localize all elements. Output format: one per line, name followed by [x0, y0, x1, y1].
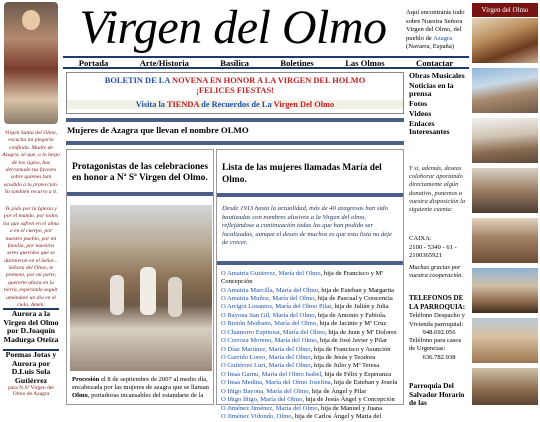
parents-text: , hija de Francisco y Asunción: [310, 345, 391, 353]
shop-prefix: Visita la: [135, 100, 167, 109]
menu-enlaces[interactable]: Enlaces Interesantes: [409, 118, 450, 137]
gallery-image-4[interactable]: [472, 168, 538, 213]
aurora-link[interactable]: Aurora a la Virgen del Olmo por D.Joaquín Madurga Oteiza: [3, 309, 59, 344]
name-link[interactable]: O Gutiérrez Luri, María del Olmo: [221, 362, 311, 370]
article-protagonistas: [66, 149, 214, 405]
name-link[interactable]: O Garrido Loreo, María del Olmo: [221, 354, 311, 361]
list-item: [221, 346, 400, 354]
name-link[interactable]: O Amatria Gutiérrez, María del Olmo: [221, 269, 321, 277]
shop-virgin: Virgen Del Olmo: [273, 100, 335, 109]
parish-schedule-heading: Parroquia Del Salvador Horario de las: [409, 381, 465, 408]
prayer-text-2: Te pido por la Iglesia y por el mundo, por todos los que sufren en el alma o en el cuerpo, por nuestro pueblo, por mi familia, por nuestros seres queridos que se durmieron en el Señor... Señora del Olmo, te prometo, por mi parte, quererte ahora en la tierra, esperando seguir amándote un día en el cielo. Amén.: [3, 206, 59, 308]
phone-number-1: 948.692.056: [422, 328, 456, 336]
name-link[interactable]: O Bretón Medrano, María del Olmo: [221, 320, 317, 328]
parents-text: , hija de Manuel y Juana: [317, 404, 383, 412]
shop-middle: de Recuerdos de La: [199, 100, 274, 109]
name-link[interactable]: O Arrigot Losantos, María del Olmo Pilar: [221, 303, 332, 311]
donation-text: Y si, además, deseas colaborar aportando directamente algún donativo, ponemos a vuestra disposición la siguiente cuenta:: [409, 165, 466, 213]
article-2-intro: Desde 1913 hasta la actualidad, más de 40 azagresas han sido bautizadas con nombres alusivos a la Virgen del olmo, reflejándose a continuación todas las que han podido ser localizadas, aunque el deseo de muchos es que esta lista no deje de crecer.: [222, 205, 392, 247]
parents-text: , hija de Julio y Mª Teresa: [310, 362, 380, 370]
parents-text: , hija de José Javier y Pilar: [316, 337, 388, 345]
site-intro: [406, 9, 472, 52]
name-link[interactable]: O Imas Garnu, María del Olmo Isabel: [221, 370, 322, 378]
parents-text: , hija de Carlos Ángel y María del: [291, 413, 382, 421]
bank-account: [409, 235, 469, 261]
list-item: [221, 337, 400, 345]
poemas-link[interactable]: [3, 349, 59, 398]
list-item: [221, 388, 400, 396]
name-link[interactable]: O Corroza Moreno, María del Olmo: [221, 337, 317, 345]
name-link[interactable]: O Amatria Muñoz, María del Olmo: [221, 294, 315, 302]
photo-caption: [72, 376, 210, 401]
gallery-image-8[interactable]: [472, 368, 538, 405]
felices-fiestas: ¡FELICES FIESTAS!: [196, 86, 274, 95]
parents-text: , hija de Esteban y Margarita: [318, 286, 395, 294]
name-link[interactable]: O Jiménez Vidondo, Olmo: [221, 413, 292, 421]
bulletin-title: NOVENA EN HONOR A LA VIRGEN DEL HOLMO: [172, 76, 366, 85]
main-nav: [63, 56, 469, 69]
article-lista-mujeres: [216, 149, 404, 421]
intro-text: Aquí encontrarás todo sobre Nuestra Señora Virgen del Olmo, del pueblo de: [406, 9, 465, 42]
shop-name: TIENDA: [166, 100, 200, 109]
nav-las-olmos[interactable]: Las Olmos: [345, 58, 385, 68]
name-link[interactable]: O Iñigo Iñigo, María del Olmo: [221, 396, 303, 404]
bank-label: CAIXA:: [409, 235, 432, 242]
bank-number: 2100 - 5349 - 61 - 2100365921: [409, 243, 457, 260]
intro-text-end: (Navarra, España): [406, 43, 454, 51]
shop-link[interactable]: [67, 100, 403, 109]
parents-text: , hija de Félix y Esperanza: [321, 370, 392, 378]
list-item: [221, 405, 400, 413]
article-2-heading: Lista de las mujeres llamadas María del Olmo.: [222, 163, 382, 186]
menu-noticias[interactable]: Noticias en la prensa: [409, 80, 454, 99]
side-menu: [409, 72, 469, 138]
phone-info: [409, 294, 469, 362]
caption-bold-2: Olmo: [72, 392, 88, 400]
menu-obras-musicales[interactable]: Obras Musicales: [409, 71, 465, 80]
divider: [67, 192, 213, 196]
name-link[interactable]: O Jiménez Jiménez, María del Olmo: [221, 404, 318, 412]
prayer-text-1: Virgen Santa del Olmo, escucha mi plegaria confiada. Madre de Azagra, sé que, a lo largo de los siglos, has derramado tus favores sobre quienes han acudido a tu protección. Yo también recurro a ti.: [2, 130, 60, 195]
name-link[interactable]: O Iñigo Bayona, María del Olmo: [221, 387, 309, 395]
virgen-del-olmo-tab[interactable]: Virgen del Olmo: [472, 3, 538, 17]
list-item: [221, 312, 400, 320]
gallery-image-7[interactable]: [472, 318, 538, 363]
gallery-image-3[interactable]: [472, 118, 538, 163]
phone-header: TELEFONOS DE LA PARROQUIA:: [409, 294, 466, 312]
left-column: [0, 0, 62, 405]
parents-text: , hija de Jesús y Teodora: [310, 354, 376, 361]
nav-portada[interactable]: Portada: [78, 58, 109, 68]
phone-number-2: 636.782.938: [422, 353, 456, 361]
list-item: [221, 396, 400, 404]
list-item: [221, 371, 400, 379]
phone-line-2: Teléfono para casos de Urgencias:: [409, 337, 462, 353]
poemas-title: Poemas Jotas y Aurora por D.Luis Sola Gutiérrez: [5, 350, 57, 385]
nav-basilica[interactable]: Basílica: [220, 58, 249, 68]
nav-boletines[interactable]: Boletines: [280, 58, 314, 68]
parents-text: , hija de Jacinto y Mª Cruz: [316, 320, 387, 328]
section-title: Mujeres de Azagra que llevan el nombre OLMO: [66, 118, 404, 142]
poemas-subtitle: para N.Sª Virgen del Olmo de Azagra: [8, 385, 54, 398]
list-item: [221, 287, 400, 295]
parents-text: , hija de Jesús Ángel y Concepción: [302, 396, 395, 404]
names-list: [217, 265, 403, 422]
parents-text: , hija de Antonio y Fabiola.: [314, 311, 387, 319]
name-link[interactable]: O Chamorro Espinosa, María del Olmo: [221, 328, 326, 336]
parents-text: , hija de Pascual y Crescencia: [314, 294, 393, 302]
name-link[interactable]: O Díaz Martínez, María del Olmo: [221, 345, 311, 353]
phone-line-1: Teléfono Despacho y Vivienda parroquial:: [409, 312, 465, 328]
parents-text: , hija de Ángel y Pilar: [308, 387, 367, 395]
parents-text: , hija de Francisco y Mª Concepción: [221, 269, 384, 286]
parents-text: , hija de Julián y Julia: [331, 303, 389, 311]
site-title: Virgen del Olmo: [79, 1, 387, 54]
list-item: [221, 329, 400, 337]
gallery-image-2[interactable]: [472, 68, 538, 113]
caption-text-2: , portadoras incansables del estandarte de la: [87, 392, 204, 400]
list-item: [221, 295, 400, 303]
gallery-image-5[interactable]: [472, 218, 538, 263]
list-item: [221, 270, 400, 287]
nav-contactar[interactable]: Contactar: [416, 58, 454, 68]
name-link[interactable]: O Amatria Marcilla, María del Olmo: [221, 286, 319, 294]
gallery-image-6[interactable]: [472, 268, 538, 313]
menu-fotos[interactable]: Fotos: [409, 99, 428, 109]
list-item: [221, 379, 400, 387]
procession-photo[interactable]: [70, 205, 212, 371]
list-item: [221, 413, 400, 421]
list-item: [221, 362, 400, 370]
nav-arte-historia[interactable]: Arte/Historia: [139, 58, 189, 68]
caption-text: el 8 de septiembre de 2007 al medio día, encabezada por las mujeres de azagra que se llaman: [72, 376, 209, 392]
gallery-image-1[interactable]: [472, 18, 538, 63]
parents-text: , hija de Esteban y Josefa: [330, 379, 398, 387]
caption-bold: Procesión: [72, 376, 100, 383]
list-item: [221, 320, 400, 328]
novena-bulletin-link[interactable]: [67, 76, 403, 85]
azagra-link[interactable]: Azagra: [433, 34, 453, 42]
list-item: [221, 303, 400, 311]
bulletin-prefix: BOLETIN DE LA: [104, 76, 173, 85]
thanks-text: Muchas gracias por vuestra cooperación.: [409, 264, 463, 280]
menu-videos[interactable]: Videos: [409, 108, 432, 118]
list-item: [221, 354, 400, 362]
name-link[interactable]: O Imas Medina, María del Olmo Josefina: [221, 379, 331, 387]
virgin-statue-image: [4, 2, 58, 124]
parents-text: , hija de Juan y Mª Dolores: [325, 328, 397, 336]
announcement-banner: [66, 72, 404, 114]
name-link[interactable]: O Bayona San Gil, María del Olmo: [221, 311, 315, 319]
article-1-heading: Protagonistas de las celebraciones en honor a Nª Sª Virgen del Olmo.: [72, 162, 208, 184]
